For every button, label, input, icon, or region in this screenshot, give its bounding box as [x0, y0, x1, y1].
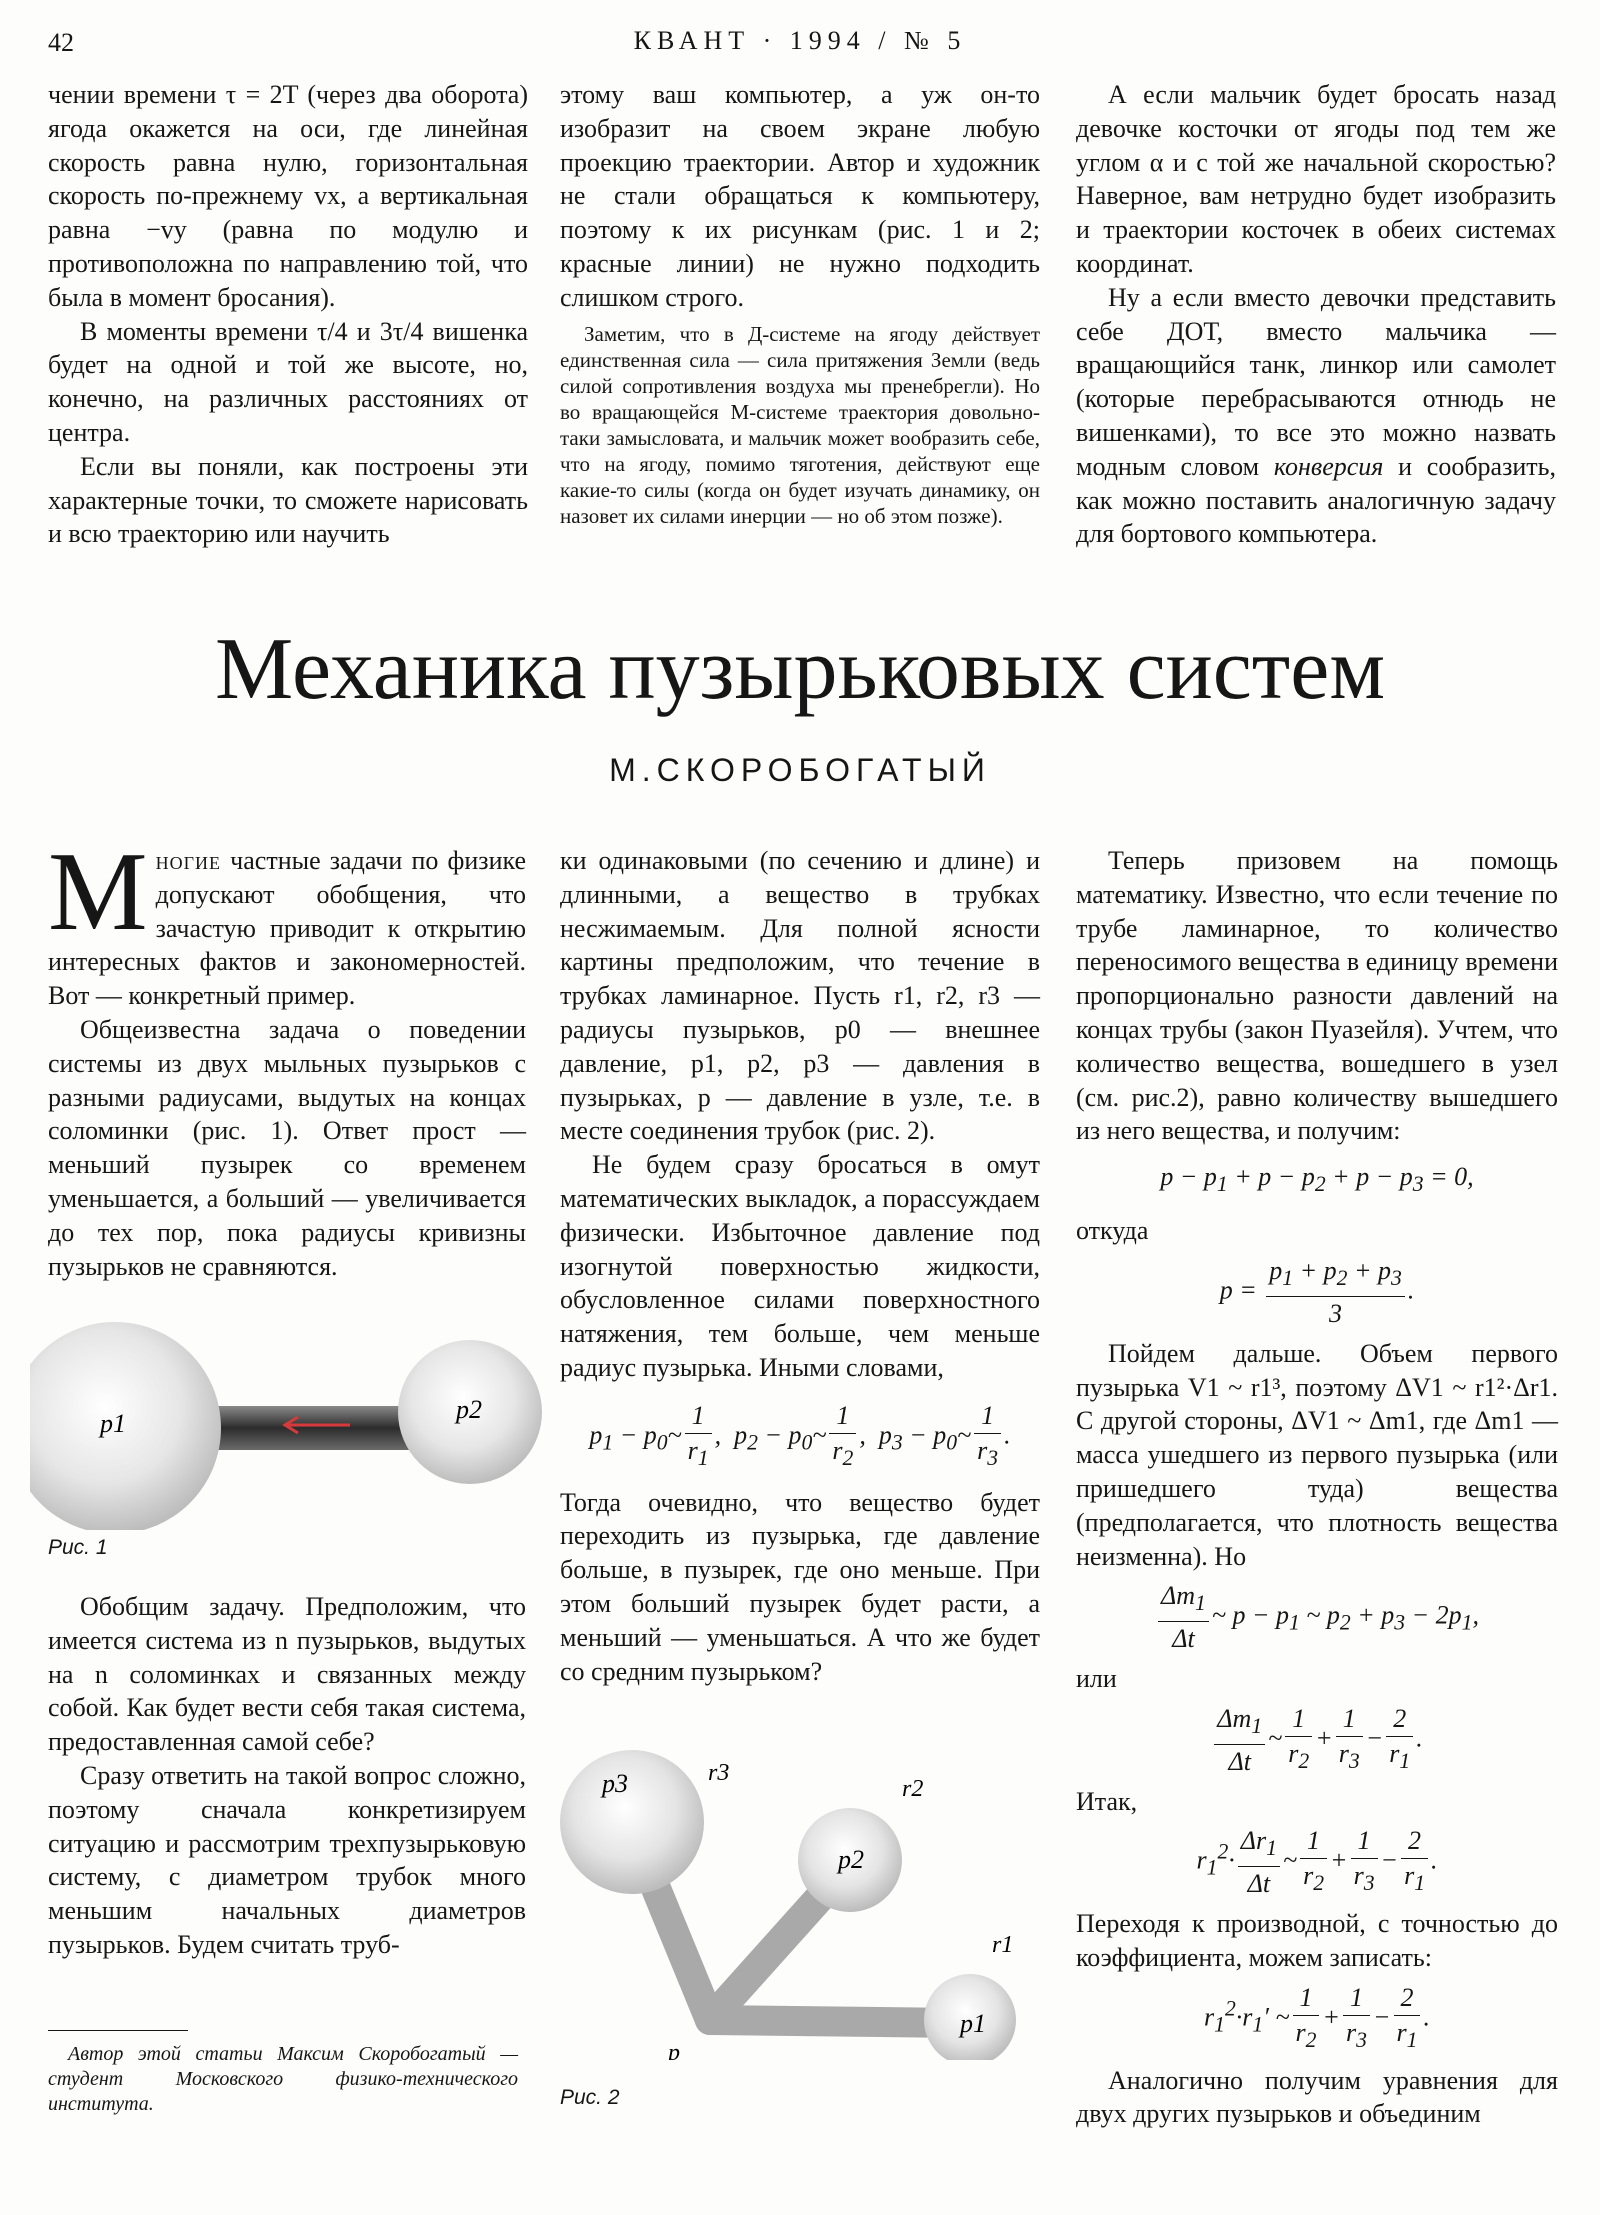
top-col1-p2: В моменты времени τ/4 и 3τ/4 вишенка будет на одной и той же высоте, но, конечно, на различных расстояниях от центра. — [48, 316, 528, 447]
col1-p2: Общеизвестна задача о поведении системы из двух мыльных пузырьков с разными радиусами, выдутых на концах соломинки (рис. 1). Ответ прост — меньший пузырек со временем уменьшается, а больший — увеличивается до тех пор, пока радиусы кривизны пузырьков не сравняются. — [48, 1014, 526, 1281]
col3-eq3: $\frac{\Delta m_1}{\Delta t}$ ~ $p - p_1$ ~ $p_2 + p_3 - 2p_1$, — [1076, 1579, 1558, 1656]
top-col3-p2-after: и сообразить, как можно поставить аналогичную задачу для бортового компьютера. — [1076, 451, 1556, 549]
figure-1 — [30, 1320, 550, 1530]
label-p1: p1 — [100, 1409, 126, 1438]
top-col3-p2-before: Ну а если вместо девочки представить себе ДОТ, вместо мальчика — вращающийся танк, линкор или самолет (которые перебрасываются отнюдь не вишенками), то все это можно назвать модным словом — [1076, 282, 1556, 481]
figure-2-drawing — [560, 1730, 1030, 2060]
col2-eq1: $p_1$ − $p_0\sim$ $\frac{1}{r_1}$ , $p_2$ − $p_0\sim$ $\frac{1}{r_2}$ , $p_3$ − $p_0\sim$ $\frac{1}{r_3}$ . — [589, 1400, 1011, 1470]
top-col-3 — [1076, 78, 1556, 551]
page-number: 42 — [48, 28, 74, 57]
col3-ili: или — [1076, 1664, 1117, 1694]
figure-1-caption: Рис. 1 — [48, 1536, 108, 1559]
col3-eq5: $r_1^2\cdot$ $\frac{\Delta r_1}{\Delta t}$ ~ $\frac{1}{r_2}$ + $\frac{1}{r_3}$ − $\frac{2}{r_1}$ . — [1196, 1826, 1438, 1899]
label-r1: r1 — [992, 1932, 1014, 1958]
drop-cap: М — [48, 830, 148, 954]
col1-p1 — [48, 830, 527, 1013]
label-r2: r2 — [902, 1776, 924, 1802]
lead-caps: ногие — [155, 846, 221, 875]
footnote-rule — [48, 2030, 188, 2031]
figure-1-drawing — [30, 1320, 550, 1530]
label-p1: p1 — [960, 2009, 986, 2038]
top-col2-note — [560, 321, 1040, 529]
col1-p3: Обобщим задачу. Предположим, что имеется система из n пузырьков, выдутых на n соломинках и связанных между собой. Как будет вести себя такая система, предоставленная самой себе? — [48, 1592, 526, 1757]
col3-otkuda: откуда — [1076, 1216, 1149, 1246]
col3-p2: Пойдем дальше. Объем первого пузырька V1 ~ r1³, поэтому ΔV1 ~ r1²·Δr1. С другой стороны, ΔV1 ~ Δm1, где Δm1 — масса ушедшего из первого пузырька (или пришедшего туда) вещества (предполагается, что плотность вещества неизменна). Но — [1076, 1338, 1558, 1571]
tube-1 — [710, 2020, 960, 2023]
top-col2-note-text: Заметим, что в Д-системе на ягоду действует единственная сила — сила притяжения Земли (ведь силой сопротивления воздуха мы пренебрегли). Но во вращающейся М-системе траектория довольно-таки замысловата, и мальчик может вообразить себе, что на ягоду, помимо тяготения, действуют еще какие-то силы (когда он будет изучать динамику, он назовет их силами инерции — но об этом позже). — [560, 321, 1040, 528]
article-col-1 — [48, 830, 527, 1283]
top-col1-p1: чении времени τ = 2T (через два оборота) ягода окажется на оси, где линейная скорость равна нулю, горизонтальная скорость по-прежнему vx, а вертикальная равна −vy (равна по модулю и противоположна по направлению той, что была в момент бросания). — [48, 80, 528, 312]
col3-eq1: $p - p_1 + p - p_2 + p - p_3 = 0$, — [1160, 1162, 1474, 1197]
col3-p3: Переходя к производной, с точностью до коэффициента, можем записать: — [1076, 1909, 1558, 1973]
col2-p2: Не будем сразу бросаться в омут математических выкладок, а порассуждаем физически. Избыточное давление под изогнутой поверхностью жидкости, обусловленное силами поверхностного натяжения, тем больше, чем меньше радиус пузырька. Иными словами, — [560, 1150, 1040, 1382]
label-p: p — [668, 2040, 680, 2060]
article-author: М.СКОРОБОГАТЫЙ — [609, 752, 991, 788]
top-col1-p3: Если вы поняли, как построены эти характерные точки, то сможете нарисовать и всю траекторию или научить — [48, 451, 528, 549]
top-col-1 — [48, 78, 528, 551]
figure-2 — [560, 1730, 1030, 2060]
article-col-3 — [1076, 844, 1558, 2131]
col2-p3: Тогда очевидно, что вещество будет переходить из пузырька, где давление больше, в пузырек, где оно меньше. При этом больший пузырек будет расти, а меньший — уменьшаться. А что же будет со средним пузырьком? — [560, 1487, 1040, 1686]
label-p3: p3 — [602, 1769, 628, 1798]
article-col-1b — [48, 1590, 526, 1962]
top-col2-p1: этому ваш компьютер, а уж он-то изобразит на своем экране любую проекцию траектории. Автор и художник не стали обращаться к компьютеру, поэтому к их рисункам (рис. 1 и 2; красные линии) не нужно подходить слишком строго. — [560, 80, 1040, 312]
col3-itak: Итак, — [1076, 1786, 1138, 1816]
label-p2: p2 — [456, 1395, 482, 1424]
col3-p1: Теперь призовем на помощь математику. Известно, что если течение по трубе ламинарное, то количество переносимого вещества в единицу времени пропорционально разности давлений на концах трубы (закон Пуазейля). Учтем, что количество вещества, вошедшего в узел (см. рис.2), равно количеству вышедшего из него вещества, и получим: — [1076, 846, 1558, 1146]
col3-eq2: p = $\frac{p_1 + p_2 + p_3}{3}$ . — [1219, 1255, 1415, 1328]
col3-eq6: $r_1^2\cdot r_1'$ ~ $\frac{1}{r_2}$ + $\frac{1}{r_3}$ − $\frac{2}{r_1}$ . — [1204, 1982, 1430, 2052]
article-col-2 — [560, 844, 1040, 1688]
top-col3-p2 — [1076, 281, 1556, 551]
bubble-3 — [560, 1750, 704, 1894]
article-title: Механика пузырьковых систем — [214, 621, 1386, 718]
top-col3-p1: А если мальчик будет бросать назад девочке косточки от ягоды под тем же углом α и с той же начальной скоростью? Наверное, вам нетрудно будет изобразить и траектории косточек в обеих системах координат. — [1076, 80, 1556, 278]
top-col3-p2-em: конверсия — [1273, 451, 1384, 481]
figure-2-caption: Рис. 2 — [560, 2086, 620, 2109]
col2-p1: ки одинаковыми (по сечению и длине) и длинными, а вещество в трубках несжимаемым. Для полной ясности картины предположим, что течение в трубках ламинарное. Пусть r1, r2, r3 — радиусы пузырьков, p0 — внешнее давление, p1, p2, p3 — давления в пузырьках, p — давление в узле, т.е. в месте соединения трубок (рис. 2). — [560, 846, 1040, 1146]
col1-p4: Сразу ответить на такой вопрос сложно, поэтому сначала конкретизируем ситуацию и рассмотрим трехпузырьковую систему, с диаметром трубок много меньшим начальных диаметров пузырьков. Будем считать труб- — [48, 1760, 526, 1959]
label-p2: p2 — [838, 1845, 864, 1874]
footnote: Автор этой статьи Максим Скоробогатый — студент Московского физико-технического института. — [48, 2043, 518, 2115]
label-r3: r3 — [708, 1760, 730, 1786]
journal-header: КВАНТ · 1994 / № 5 — [633, 26, 967, 55]
col3-p4: Аналогично получим уравнения для двух других пузырьков и объединим — [1076, 2065, 1558, 2129]
top-col-2 — [560, 78, 1040, 529]
col3-eq4: $\frac{\Delta m_1}{\Delta t}$ ~ $\frac{1}{r_2}$ + $\frac{1}{r_3}$ − $\frac{2}{r_1}$ . — [1076, 1702, 1558, 1779]
col1-p1-rest: частные задачи по физике допускают обобщения, что зачастую приводит к открытию интересных фактов и закономерностей. Вот — конкретный пример. — [48, 846, 527, 1011]
